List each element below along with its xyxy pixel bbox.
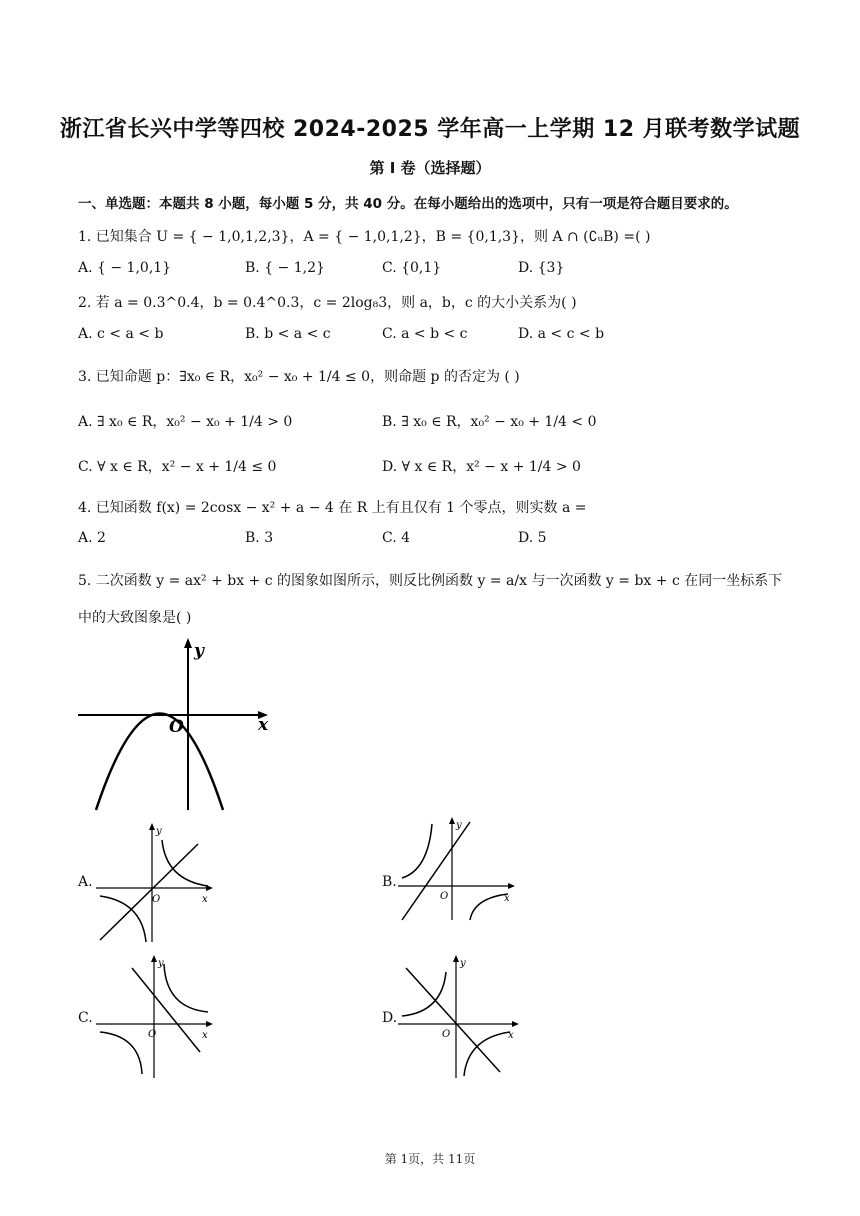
q2-option-d: D. a < c < b [518,326,605,342]
parabola-curve [96,714,223,811]
origin-label: O [152,894,161,905]
hyperbola-branch-lower [464,1032,510,1076]
origin-label: O [169,717,184,737]
q3-option-b: B. ∃ x₀ ∈ R，x₀² − x₀ + 1/4 < 0 [382,414,597,430]
section-heading: 一、单选题：本题共 8 小题，每小题 5 分，共 40 分。在每小题给出的选项中，只有一项是符合题目要求的。 [78,196,738,212]
y-label: y [158,958,164,969]
page-footer: 第 1页，共 11页 [384,1152,476,1166]
q5-option-d-label: D. [382,1010,398,1026]
origin-label: O [148,1029,157,1040]
section-subtitle: 第 I 卷（选择题） [369,159,491,177]
q5-option-a-graph [96,822,216,944]
x-axis-label: x [258,715,269,735]
parabola-graph [76,636,272,812]
q4-option-a: A. 2 [78,530,106,546]
hyperbola-branch-upper [402,972,446,1016]
line-graph [406,968,500,1072]
y-axis-arrow [184,638,192,648]
q5-option-b-graph [398,816,518,922]
q5-option-c-graph [96,954,216,1080]
x-label: x [508,1030,514,1041]
hyperbola-branch-lower [470,894,508,920]
line-graph [100,844,198,940]
x-label: x [504,893,510,904]
q4-option-b: B. 3 [245,530,274,546]
x-label: x [202,1030,208,1041]
line-graph [402,822,470,920]
y-label: y [156,826,162,837]
x-label: x [202,894,208,905]
hyperbola-branch-upper [402,824,432,878]
q5-option-c-label: C. [78,1010,93,1026]
y-axis-label: y [194,641,204,661]
hyperbola-branch-lower [100,896,146,942]
q5-option-a-label: A. [78,874,93,890]
page-title: 浙江省长兴中学等四校 2024-2025 学年高一上学期 12 月联考数学试题 [59,117,801,142]
q1-option-d: D. {3} [518,260,565,276]
question-5-stem-line1: 5. 二次函数 y = ax² + bx + c 的图象如图所示，则反比例函数 y = a/x 与一次函数 y = bx + c 在同一坐标系下 [78,573,783,589]
q3-option-d: D. ∀ x ∈ R，x² − x + 1/4 > 0 [382,459,581,475]
q1-option-c: C. {0,1} [382,260,442,276]
q3-option-a: A. ∃ x₀ ∈ R，x₀² − x₀ + 1/4 > 0 [78,414,293,430]
q3-option-c: C. ∀ x ∈ R，x² − x + 1/4 ≤ 0 [78,459,277,475]
question-1-stem: 1. 已知集合 U = { − 1,0,1,2,3}，A = { − 1,0,1,2}，B = {0,1,3}，则 A ∩ (∁ᵤB) =( ) [78,229,651,245]
q2-option-b: B. b < a < c [245,326,331,342]
q2-option-a: A. c < a < b [78,326,164,342]
question-4-stem: 4. 已知函数 f(x) = 2cosx − x² + a − 4 在 R 上有且仅有 1 个零点，则实数 a = [78,500,587,516]
q2-option-c: C. a < b < c [382,326,468,342]
q4-option-c: C. 4 [382,530,411,546]
q1-option-a: A. { − 1,0,1} [78,260,172,276]
origin-label: O [440,891,449,902]
y-label: y [456,820,462,831]
q5-option-d-graph [398,954,522,1080]
hyperbola-branch-upper [164,964,208,1012]
y-label: y [460,958,466,969]
question-5-stem-line2: 中的大致图象是( ) [78,610,192,626]
question-3-stem: 3. 已知命题 p：∃x₀ ∈ R，x₀² − x₀ + 1/4 ≤ 0，则命题 p 的否定为 ( ) [78,369,520,385]
q4-option-d: D. 5 [518,530,547,546]
hyperbola-branch-upper [162,840,208,886]
origin-label: O [442,1029,451,1040]
question-2-stem: 2. 若 a = 0.3^0.4，b = 0.4^0.3，c = 2log₈3，则 a，b，c 的大小关系为( ) [78,295,577,311]
q1-option-b: B. { − 1,2} [245,260,325,276]
hyperbola-branch-lower [100,1032,142,1074]
q5-option-b-label: B. [382,874,397,890]
